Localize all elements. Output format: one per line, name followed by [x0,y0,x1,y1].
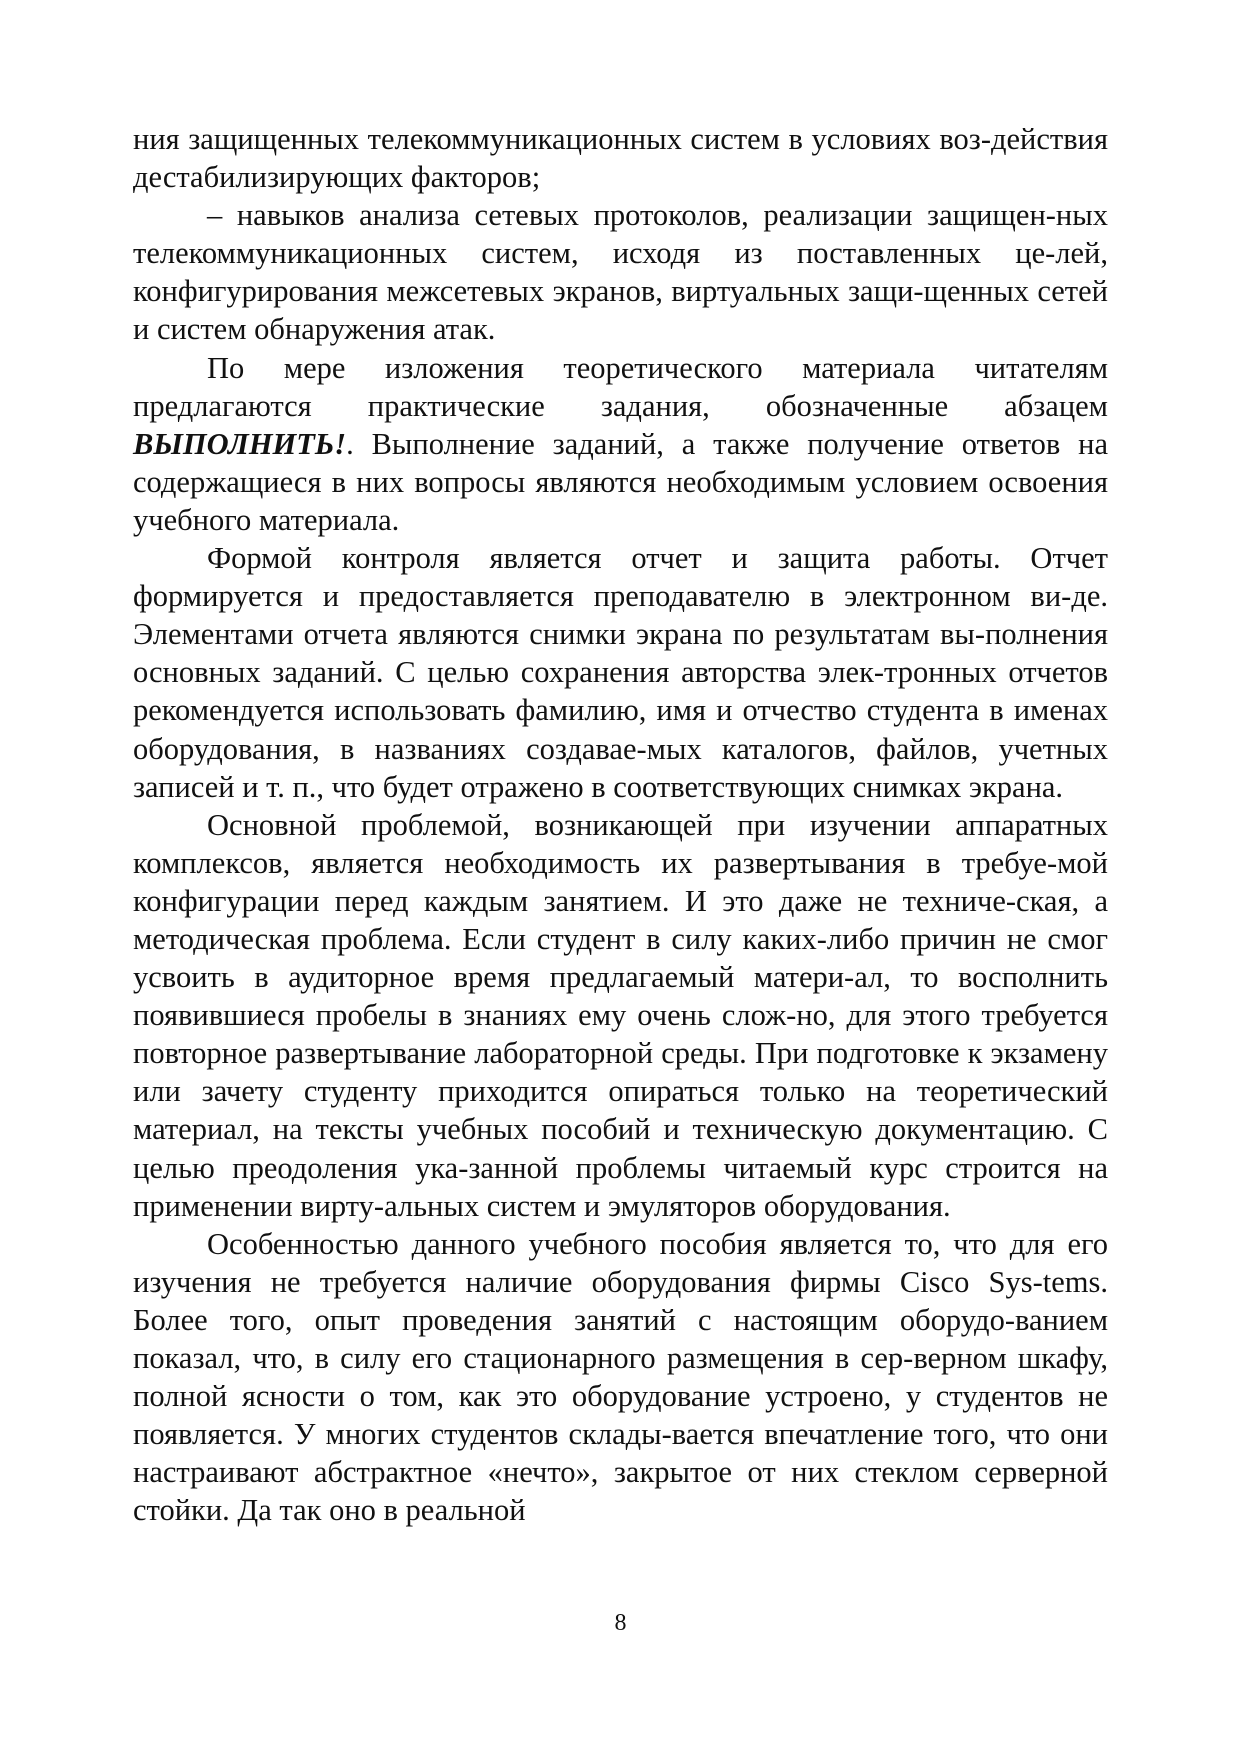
paragraph-report-control: Формой контроля является отчет и защита работы. Отчет формируется и предоставляется преподавателю в электронном ви-де. Элементами отчета являются снимки экрана по результатам вы-полнения основных заданий. С целью сохранения авторства элек-тронных отчетов рекомендуется использовать фамилию, имя и отчество студента в именах оборудования, в названиях создавае-мых каталогов, файлов, учетных записей и т. п., что будет отражено в соответствующих снимках экрана. [133,541,1108,804]
paragraph-manual-feature: Особенностью данного учебного пособия является то, что для его изучения не требуется наличие оборудования фирмы Cisco Sys-tems. Более того, опыт проведения занятий с настоящим оборудо-ванием показал, что, в силу его стационарного размещения в сер-верном шкафу, полной ясности о том, как это оборудование устроено, у студентов не появляется. У многих студентов склады-вается впечатление того, что они настраивают абстрактное «нечто», закрытое от них стеклом серверной стойки. Да так оно в реальной [133,1226,1108,1528]
paragraph-practical-tasks-before: По мере изложения теоретического материала читателям предлагаются практические задания, обозначенные абзацем [133,350,1108,423]
emphasis-execute: ВЫПОЛНИТЬ! [133,426,347,461]
paragraph-continuation: ния защищенных телекоммуникационных систем в условиях воз-действия дестабилизирующих факторов; [133,122,1108,195]
paragraph-main-problem: Основной проблемой, возникающей при изучении аппаратных комплексов, является необходимость их развертывания в требуе-мой конфигурации перед каждым занятием. И это даже не техниче-ская, а методическая проблема. Если студент в силу каких-либо причин не смог усвоить в аудиторное время предлагаемый матери-ал, то восполнить появившиеся пробелы в знаниях ему очень слож-но, для этого требуется повторное развертывание лабораторной среды. При подготовке к экзамену или зачету студенту приходится опираться только на теоретический материал, на тексты учебных пособий и техническую документацию. С целью преодоления ука-занной проблемы читаемый курс строится на применении вирту-альных систем и эмуляторов оборудования. [133,807,1108,1223]
paragraph-practical-tasks [133,349,1108,539]
paragraph-skills-list-item: – навыков анализа сетевых протоколов, реализации защищен-ных телекоммуникационных систем, исходя из поставленных це-лей, конфигурирования межсетевых экранов, виртуальных защи-щенных сетей и систем обнаружения атак. [133,198,1108,347]
body-text [133,120,1108,1529]
page-number: 8 [614,1610,627,1636]
paragraph-practical-tasks-after: . Выполнение заданий, а также получение ответов на содержащиеся в них вопросы являются необходимым условием освоения учебного материала. [133,426,1108,537]
